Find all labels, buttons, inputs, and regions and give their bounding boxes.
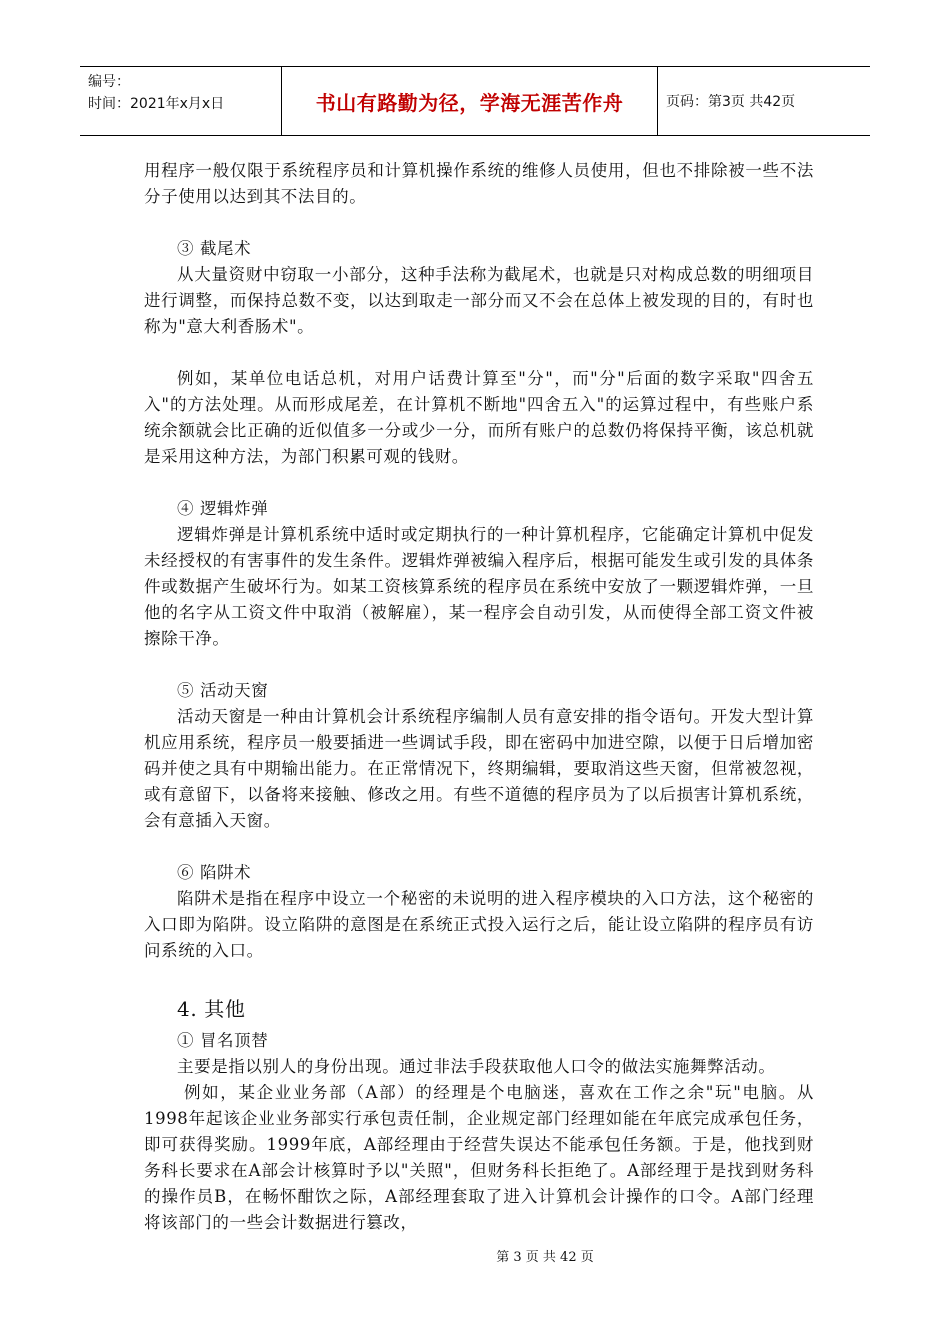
- document-body: [144, 158, 814, 1236]
- subsection-heading: ④ 逻辑炸弹: [177, 499, 269, 518]
- subsection-heading: ⑥ 陷阱术: [177, 863, 252, 882]
- page-footer: 第 3 页 共 42 页: [496, 1250, 594, 1265]
- paragraph: 用程序一般仅限于系统程序员和计算机操作系统的维修人员使用，但也不排除被一些不法分子使用以达到其不法目的。: [144, 161, 814, 206]
- paragraph: 从大量资财中窃取一小部分，这种手法称为截尾术，也就是只对构成总数的明细项目进行调整，而保持总数不变，以达到取走一部分而又不会在总体上被发现的目的，有时也称为"意大利香肠术"。: [144, 265, 814, 336]
- paragraph: 陷阱术是指在程序中设立一个秘密的未说明的进入程序模块的入口方法，这个秘密的入口即为陷阱。设立陷阱的意图是在系统正式投入运行之后，能让设立陷阱的程序员有访问系统的入口。: [144, 889, 814, 960]
- paragraph: 例如，某企业业务部（A部）的经理是个电脑迷，喜欢在工作之余"玩"电脑。从1998年起该企业业务部实行承包责任制，企业规定部门经理如能在年底完成承包任务，即可获得奖励。1999年底，A部经理由于经营失误达不能承包任务额。于是，他找到财务科长要求在A部会计核算时予以"关照"，但财务科长拒绝了。A部经理于是找到财务科的操作员B，在畅怀酣饮之际，A部经理套取了进入计算机会计操作的口令。A部门经理将该部门的一些会计数据进行篡改，: [144, 1083, 814, 1232]
- page-header: [80, 66, 870, 136]
- paragraph: 活动天窗是一种由计算机会计系统程序编制人员有意安排的指令语句。开发大型计算机应用系统，程序员一般要插进一些调试手段，即在密码中加进空隙，以便于日后增加密码并使之具有中期输出能力。在正常情况下，终期编辑，要取消这些天窗，但常被忽视，或有意留下，以备将来接触、修改之用。有些不道德的程序员为了以后损害计算机系统，会有意插入天窗。: [144, 707, 814, 830]
- subsection-heading: ⑤ 活动天窗: [177, 681, 269, 700]
- document-number-label: 编号：: [88, 74, 130, 90]
- paragraph: 主要是指以别人的身份出现。通过非法手段获取他人口令的做法实施舞弊活动。: [177, 1057, 776, 1076]
- paragraph: 例如，某单位电话总机，对用户话费计算至"分"，而"分"后面的数字采取"四舍五入"的方法处理。从而形成尾差，在计算机不断地"四舍五入"的运算过程中，有些账户系统余额就会比正确的近似值多一分或少一分，而所有账户的总数仍将保持平衡，该总机就是采用这种方法，为部门积累可观的钱财。: [144, 369, 814, 466]
- header-meta: [80, 67, 282, 135]
- section-heading: 4. 其他: [177, 997, 246, 1021]
- subsection-heading: ③ 截尾术: [177, 239, 252, 258]
- paragraph: 逻辑炸弹是计算机系统中适时或定期执行的一种计算机程序，它能确定计算机中促发未经授权的有害事件的发生条件。逻辑炸弹被编入程序后，根据可能发生或引发的具体条件或数据产生破坏行为。如某工资核算系统的程序员在系统中安放了一颗逻辑炸弹，一旦他的名字从工资文件中取消（被解雇），某一程序会自动引发，从而使得全部工资文件被擦除干净。: [144, 525, 814, 648]
- header-page-info: 页码：第3页 共42页: [666, 94, 796, 110]
- document-date: 时间：2021年x月x日: [88, 96, 225, 112]
- subsection-heading: ① 冒名顶替: [177, 1031, 269, 1050]
- header-motto: 书山有路勤为径，学海无涯苦作舟: [282, 67, 658, 135]
